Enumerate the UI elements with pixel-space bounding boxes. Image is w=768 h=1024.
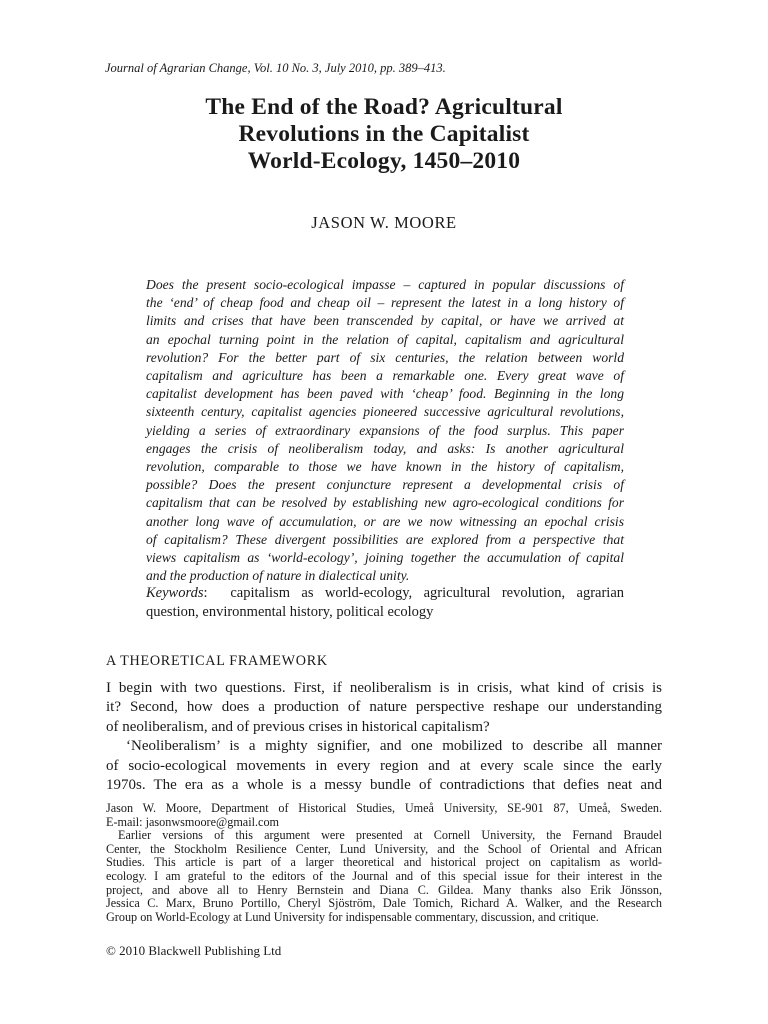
abstract-line: yielding a series of extraordinary expansions of the food surplus. This paper bbox=[146, 422, 624, 438]
title-line: Revolutions in the Capitalist bbox=[238, 121, 530, 147]
footnote-line: Jessica C. Marx, Bruno Portillo, Cheryl Sjöström, Dale Tomich, Richard A. Walker, and the Research bbox=[106, 896, 662, 911]
author-name: JASON W. MOORE bbox=[311, 213, 457, 232]
abstract-line: capitalist development has been paved with ‘cheap’ food. Beginning in the long bbox=[146, 386, 624, 402]
abstract-line: engages the crisis of neoliberalism today, and asks: Is another agricultural bbox=[146, 440, 624, 456]
title-line: The End of the Road? Agricultural bbox=[205, 94, 563, 120]
abstract-line: another long wave of accumulation, or are we now witnessing an epochal crisis bbox=[146, 513, 624, 529]
abstract-line: revolution? For the better part of six centuries, the relation between world bbox=[146, 349, 624, 365]
abstract-line: the ‘end’ of cheap food and cheap oil – represent the latest in a long history of bbox=[146, 295, 624, 311]
body-line: ‘Neoliberalism’ is a mighty signifier, and one mobilized to describe all manner bbox=[126, 738, 662, 755]
footnote-line: project, and above all to Henry Bernstein and Diana C. Gildea. Many thanks also Erik Jönsson, bbox=[106, 882, 662, 897]
journal-citation: Journal of Agrarian Change, Vol. 10 No. 3, July 2010, pp. 389–413. bbox=[105, 61, 446, 75]
keywords bbox=[146, 584, 624, 622]
abstract bbox=[146, 276, 624, 585]
abstract-line: and the production of nature in dialectical unity. bbox=[146, 568, 410, 584]
body-line: of neoliberalism, and of previous crises in historical capitalism? bbox=[106, 718, 490, 735]
body-line: I begin with two questions. First, if neoliberalism is in crisis, what kind of crisis is bbox=[106, 680, 662, 696]
abstract-line: capitalism that can be resolved by establishing new agro-ecological conditions for bbox=[146, 495, 624, 511]
footnote-line: E-mail: jasonwsmoore@gmail.com bbox=[106, 814, 280, 829]
footnote-line: Studies. This article is part of a larger theoretical and historical project on capitalism as world- bbox=[106, 855, 662, 870]
abstract-line: of capitalism? These divergent possibilities are explored from a perspective that bbox=[146, 531, 624, 547]
abstract-line: sixteenth century, capitalist agencies pioneered successive agricultural revolutions, bbox=[146, 404, 624, 420]
body-line: 1970s. The era as a whole is a messy bundle of contradictions that defies neat and bbox=[106, 777, 662, 794]
footnote-line: Group on World-Ecology at Lund University for indispensable commentary, discussion, and critique. bbox=[106, 909, 599, 924]
abstract-line: views capitalism as ‘world-ecology’, joining together the accumulation of capital bbox=[146, 550, 624, 566]
keywords-label: Keywords bbox=[146, 585, 204, 601]
abstract-line: possible? Does the present conjuncture represent a developmental crisis of bbox=[146, 477, 624, 493]
footnote-line: Earlier versions of this argument were presented at Cornell University, the Fernand Braudel bbox=[118, 828, 662, 843]
abstract-line: capitalism and agriculture has been a remarkable one. Every great wave of bbox=[146, 368, 624, 384]
copyright-notice: © 2010 Blackwell Publishing Ltd bbox=[106, 943, 282, 958]
body-line: it? Second, how does a production of nature perspective reshape our understanding bbox=[106, 699, 662, 716]
footnote-line: Jason W. Moore, Department of Historical Studies, Umeå University, SE-901 87, Umeå, Sweden. bbox=[106, 801, 662, 815]
keywords-list-part: capitalism as world-ecology, agricultural revolution, agrarian bbox=[230, 585, 624, 601]
footnote-line: ecology. I am grateful to the editors of the Journal and of this special issue for their interest in the bbox=[106, 868, 662, 883]
abstract-line: limits and crises that have been transcended by capital, or have we arrived at bbox=[146, 313, 624, 329]
article-title bbox=[110, 94, 658, 175]
keywords-line: Keywords: capitalism as world-ecology, agricultural revolution, agrarian bbox=[146, 585, 624, 601]
footnote bbox=[106, 802, 662, 924]
section-heading: A THEORETICAL FRAMEWORK bbox=[106, 653, 328, 669]
body-text bbox=[106, 679, 662, 795]
abstract-line: an epochal turning point in the relation of capital, capitalism and agricultural bbox=[146, 331, 624, 347]
abstract-line: Does the present socio-ecological impasse – captured in popular discussions of bbox=[146, 277, 624, 292]
abstract-line: revolution, comparable to those we have known in the history of capitalism, bbox=[146, 459, 624, 475]
body-line: of socio-ecological movements in every region and at every scale since the early bbox=[106, 757, 662, 774]
footnote-line: Center, the Stockholm Resilience Center, Lund University, and the School of Oriental and African bbox=[106, 841, 662, 856]
keywords-line: question, environmental history, political ecology bbox=[146, 604, 434, 620]
title-line: World-Ecology, 1450–2010 bbox=[247, 148, 521, 174]
